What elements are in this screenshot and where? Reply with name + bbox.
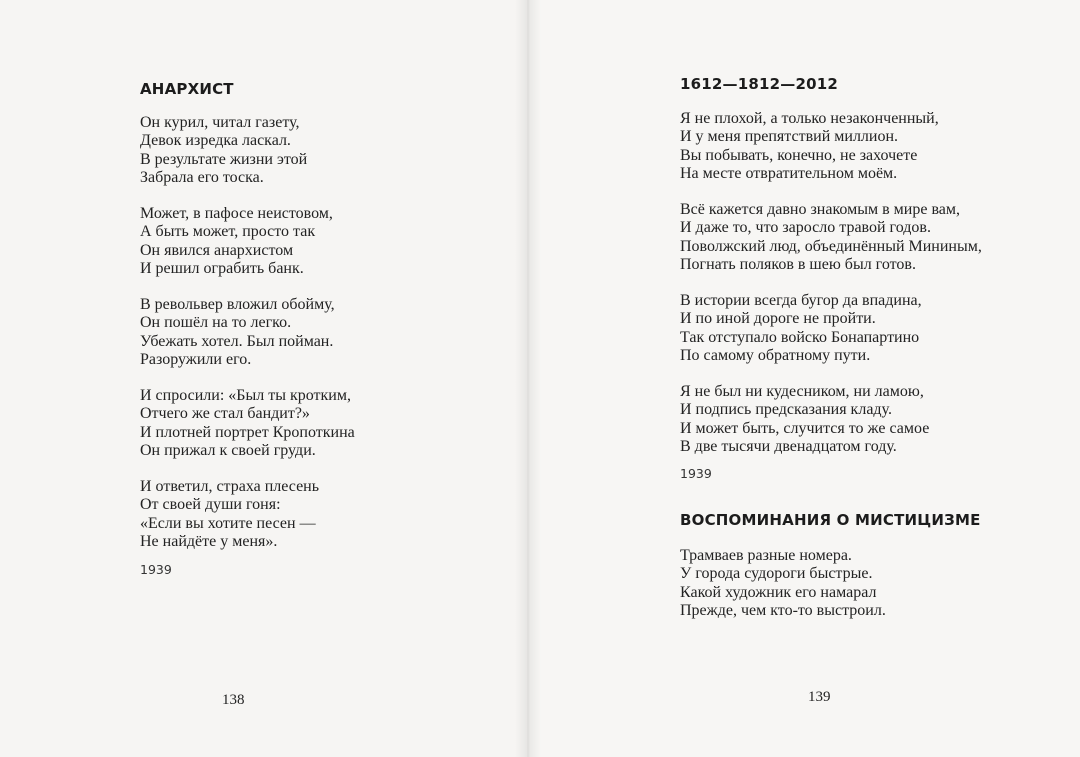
verse-line: Вы побывать, конечно, не захочете [680,146,918,164]
verse-line: И плотней портрет Кропоткина [140,423,355,441]
verse-line: В истории всегда бугор да впадина, [680,292,922,309]
verse-line: Он прижал к своей груди. [140,441,316,459]
verse-line: Прежде, чем кто-то выстроил. [680,601,886,619]
page-number: 139 [808,689,831,705]
verse-line: В две тысячи двенадцатом году. [680,437,897,455]
stanza [140,478,319,551]
verse-line: По самому обратному пути. [680,346,871,364]
stanza [140,387,355,460]
stanza [680,110,939,183]
verse-line: «Если вы хотите песен — [140,514,316,532]
stanza [680,547,886,620]
verse-line: И спросили: «Был ты кротким, [140,387,351,404]
verse-line: У города судороги быстрые. [680,565,873,583]
verse-line: Убежать хотел. Был пойман. [140,332,334,350]
poem-year: 1939 [680,466,712,481]
stanza [140,296,335,369]
poem-title: 1612—1812—2012 [680,75,839,93]
right-page [528,0,1080,757]
verse-line: А быть может, просто так [140,223,316,241]
verse-line: Забрала его тоска. [140,168,264,186]
verse-line: И у меня препятствий миллион. [680,128,899,146]
stanza [680,201,982,274]
verse-line: Всё кажется давно знакомым в мире вам, [680,201,961,218]
verse-line: Я не плохой, а только незаконченный, [680,110,939,127]
stanza [680,292,922,365]
stanza [680,383,929,456]
verse-line: И может быть, случится то же самое [680,419,930,437]
verse-line: И даже то, что заросло травой годов. [680,219,931,237]
verse-line: И по иной дороге не пройти. [680,310,876,328]
verse-line: От своей души гоня: [140,496,281,514]
verse-line: Может, в пафосе неистовом, [140,205,333,222]
verse-line: На месте отвратительном моём. [680,164,898,182]
verse-line: Девок изредка ласкал. [140,132,291,150]
stanza [140,205,333,278]
poem-title: ВОСПОМИНАНИЯ О МИСТИЦИЗМЕ [680,511,981,529]
verse-line: В револьвер вложил обойму, [140,296,335,313]
verse-line: Не найдёте у меня». [140,532,278,550]
book-gutter [515,0,541,757]
stanza [140,114,307,187]
verse-line: Погнать поляков в шею был готов. [680,255,916,273]
verse-line: Поволжский люд, объединённый Мининым, [680,237,982,255]
verse-line: Я не был ни кудесником, ни ламою, [680,383,924,400]
verse-line: И решил ограбить банк. [140,259,304,277]
verse-line: Какой художник его намарал [680,583,877,601]
verse-line: Отчего же стал бандит?» [140,405,310,423]
verse-line: Разоружили его. [140,350,252,368]
page-number: 138 [222,692,245,708]
verse-line: Так отступало войско Бонапартино [680,328,920,346]
verse-line: В результате жизни этой [140,150,308,168]
verse-line: Трамваев разные номера. [680,547,852,564]
poem-title: АНАРХИСТ [140,80,234,98]
verse-line: И подпись предсказания кладу. [680,401,892,419]
left-page [0,0,528,757]
poem-year: 1939 [140,562,172,577]
verse-line: Он пошёл на то легко. [140,314,292,332]
verse-line: Он явился анархистом [140,241,294,259]
verse-line: Он курил, читал газету, [140,114,300,131]
verse-line: И ответил, страха плесень [140,478,320,495]
